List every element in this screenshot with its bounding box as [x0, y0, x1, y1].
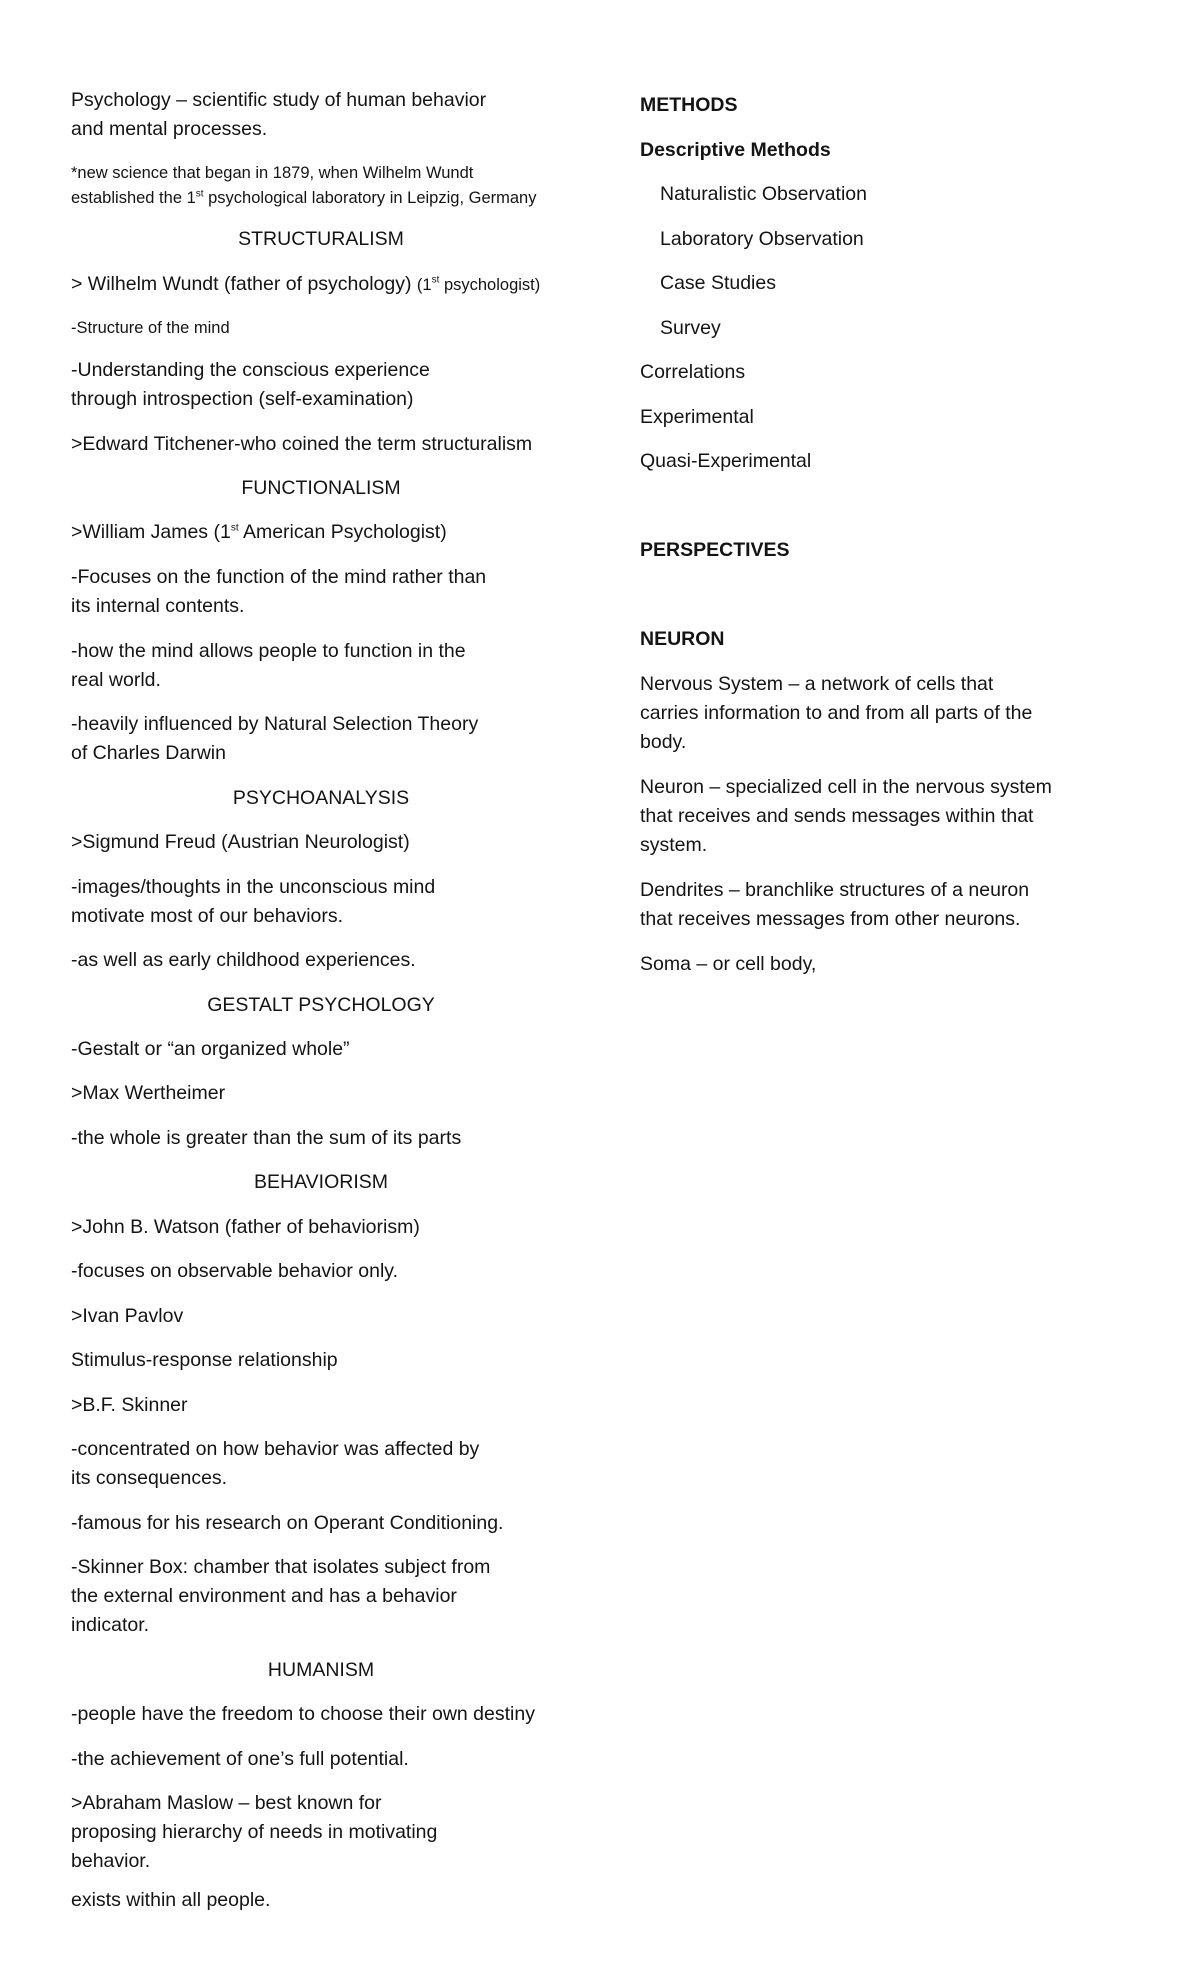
structuralism-titchener: >Edward Titchener-who coined the term structuralism	[71, 433, 533, 455]
nervous-system-line-1: Nervous System – a network of cells that	[640, 673, 994, 695]
descriptive-methods-heading: Descriptive Methods	[640, 139, 831, 161]
methods-heading: METHODS	[640, 94, 738, 116]
behaviorism-heading: BEHAVIORISM	[254, 1171, 388, 1193]
soma-line: Soma – or cell body,	[640, 953, 817, 975]
structuralism-structure: -Structure of the mind	[71, 319, 230, 337]
neuron-definition-line-3: system.	[640, 834, 708, 856]
behaviorism-concentrated-line-2: its consequences.	[71, 1467, 228, 1489]
nervous-system-line-2: carries information to and from all parts of the	[640, 702, 1033, 724]
dendrites-line-2: that receives messages from other neurons.	[640, 908, 1021, 930]
behaviorism-box-line-2: the external environment and has a behavior	[71, 1585, 457, 1607]
intro-definition-line-1: Psychology – scientific study of human behavior	[71, 89, 487, 111]
humanism-maslow-line-2: proposing hierarchy of needs in motivating	[71, 1821, 438, 1843]
psychoanalysis-heading: PSYCHOANALYSIS	[232, 787, 410, 809]
method-item: Correlations	[640, 361, 746, 383]
behaviorism-watson: >John B. Watson (father of behaviorism)	[71, 1216, 420, 1238]
method-item: Experimental	[640, 406, 754, 428]
functionalism-focus-line-2: its internal contents.	[71, 595, 245, 617]
descriptive-method-item: Survey	[660, 317, 721, 339]
structuralism-wundt: > Wilhelm Wundt (father of psychology) (1st psychologist)	[71, 273, 541, 295]
structuralism-conscious-line-2: through introspection (self-examination)	[71, 388, 414, 410]
functionalism-focus-line-1: -Focuses on the function of the mind rather than	[71, 566, 487, 588]
descriptive-method-item: Naturalistic Observation	[660, 183, 867, 205]
dendrites-line-1: Dendrites – branchlike structures of a neuron	[640, 879, 1030, 901]
neuron-heading: NEURON	[640, 628, 725, 650]
behaviorism-skinner: >B.F. Skinner	[71, 1394, 188, 1416]
structuralism-heading: STRUCTURALISM	[238, 228, 404, 250]
wundt-note-line-1: *new science that began in 1879, when Wilhelm Wundt	[71, 164, 474, 182]
psychoanalysis-images-line-1: -images/thoughts in the unconscious mind	[71, 876, 436, 898]
behaviorism-operant: -famous for his research on Operant Conditioning.	[71, 1512, 504, 1534]
behaviorism-concentrated-line-1: -concentrated on how behavior was affected by	[71, 1438, 480, 1460]
humanism-maslow-line-3: behavior.	[71, 1850, 151, 1872]
functionalism-darwin-line-1: -heavily influenced by Natural Selection Theory	[71, 713, 479, 735]
gestalt-whole: -the whole is greater than the sum of its parts	[71, 1127, 462, 1149]
behaviorism-observable: -focuses on observable behavior only.	[71, 1260, 398, 1282]
behaviorism-box-line-1: -Skinner Box: chamber that isolates subject from	[71, 1556, 491, 1578]
humanism-freedom: -people have the freedom to choose their own destiny	[71, 1703, 535, 1725]
method-item: Quasi-Experimental	[640, 450, 812, 472]
humanism-heading: HUMANISM	[267, 1659, 375, 1681]
functionalism-darwin-line-2: of Charles Darwin	[71, 742, 226, 764]
humanism-maslow-line-1: >Abraham Maslow – best known for	[71, 1792, 382, 1814]
perspectives-heading: PERSPECTIVES	[640, 539, 790, 561]
behaviorism-box-line-3: indicator.	[71, 1614, 150, 1636]
functionalism-how-line-1: -how the mind allows people to function in the	[71, 640, 466, 662]
psychoanalysis-images-line-2: motivate most of our behaviors.	[71, 905, 344, 927]
humanism-exists: exists within all people.	[71, 1889, 271, 1911]
behaviorism-pavlov: >Ivan Pavlov	[71, 1305, 184, 1327]
descriptive-method-item: Laboratory Observation	[660, 228, 864, 250]
structuralism-conscious-line-1: -Understanding the conscious experience	[71, 359, 430, 381]
gestalt-heading: GESTALT PSYCHOLOGY	[207, 994, 435, 1016]
functionalism-how-line-2: real world.	[71, 669, 161, 691]
descriptive-method-item: Case Studies	[660, 272, 776, 294]
intro-definition-line-2: and mental processes.	[71, 118, 268, 140]
psychoanalysis-childhood: -as well as early childhood experiences.	[71, 949, 416, 971]
gestalt-definition: -Gestalt or “an organized whole”	[71, 1038, 350, 1060]
wundt-note-line-2: established the 1st psychological laboratory in Leipzig, Germany	[71, 188, 537, 207]
behaviorism-stimulus: Stimulus-response relationship	[71, 1349, 338, 1371]
nervous-system-line-3: body.	[640, 731, 687, 753]
neuron-definition-line-1: Neuron – specialized cell in the nervous system	[640, 776, 1052, 798]
neuron-definition-line-2: that receives and sends messages within that	[640, 805, 1034, 827]
psychoanalysis-freud: >Sigmund Freud (Austrian Neurologist)	[71, 831, 410, 853]
humanism-achievement: -the achievement of one’s full potential.	[71, 1748, 409, 1770]
gestalt-wertheimer: >Max Wertheimer	[71, 1082, 226, 1104]
functionalism-heading: FUNCTIONALISM	[241, 477, 401, 499]
functionalism-james: >William James (1st American Psychologist)	[71, 521, 447, 543]
